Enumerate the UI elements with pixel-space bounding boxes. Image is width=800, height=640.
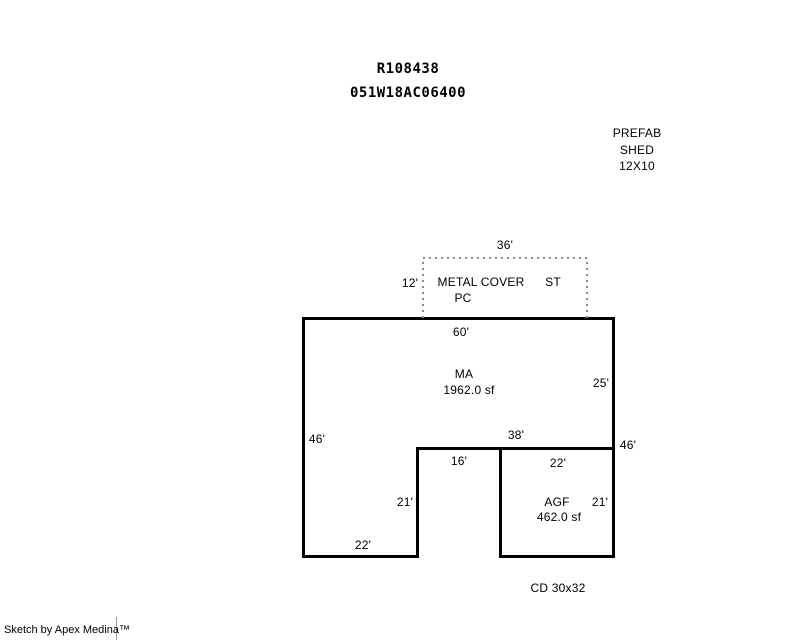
account-number: R108438 [376,61,440,77]
garage-sqft: 462.0 sf [536,510,582,524]
metal-cover-dim-top: 36' [496,238,514,252]
metal-cover-label: METAL COVER [437,275,525,289]
main-area-dim-right-total: 46' [619,438,637,452]
main-area-dim-top: 60' [452,325,470,339]
main-area-label: MA [454,367,474,381]
main-area-dim-leg-bottom: 22' [354,538,372,552]
garage-label: AGF [544,495,570,509]
main-area-sqft: 1962.0 sf [443,383,495,397]
metal-cover-dim-left: 12' [401,276,419,290]
garage-dim-right: 21' [591,495,609,509]
main-area-dim-left: 46' [308,432,326,446]
sketch-credit: Sketch by Apex Medina™ [4,624,130,636]
main-area-dim-right: 25' [592,376,610,390]
prefab-shed-label-line2: SHED [619,143,655,157]
map-taxlot-number: 051W18AC06400 [349,85,467,101]
main-area-dim-interior: 38' [507,428,525,442]
main-area-dim-leg-right: 21' [396,495,414,509]
covered-deck-note: CD 30x32 [530,581,586,595]
main-area-dim-notch: 16' [450,454,468,468]
prefab-shed-label-line3: 12X10 [619,159,655,173]
prefab-shed-label-line1: PREFAB [612,126,662,140]
metal-cover-code-pc: PC [454,291,472,305]
metal-cover-code-st: ST [545,275,561,289]
garage-dim-top: 22' [549,456,567,470]
